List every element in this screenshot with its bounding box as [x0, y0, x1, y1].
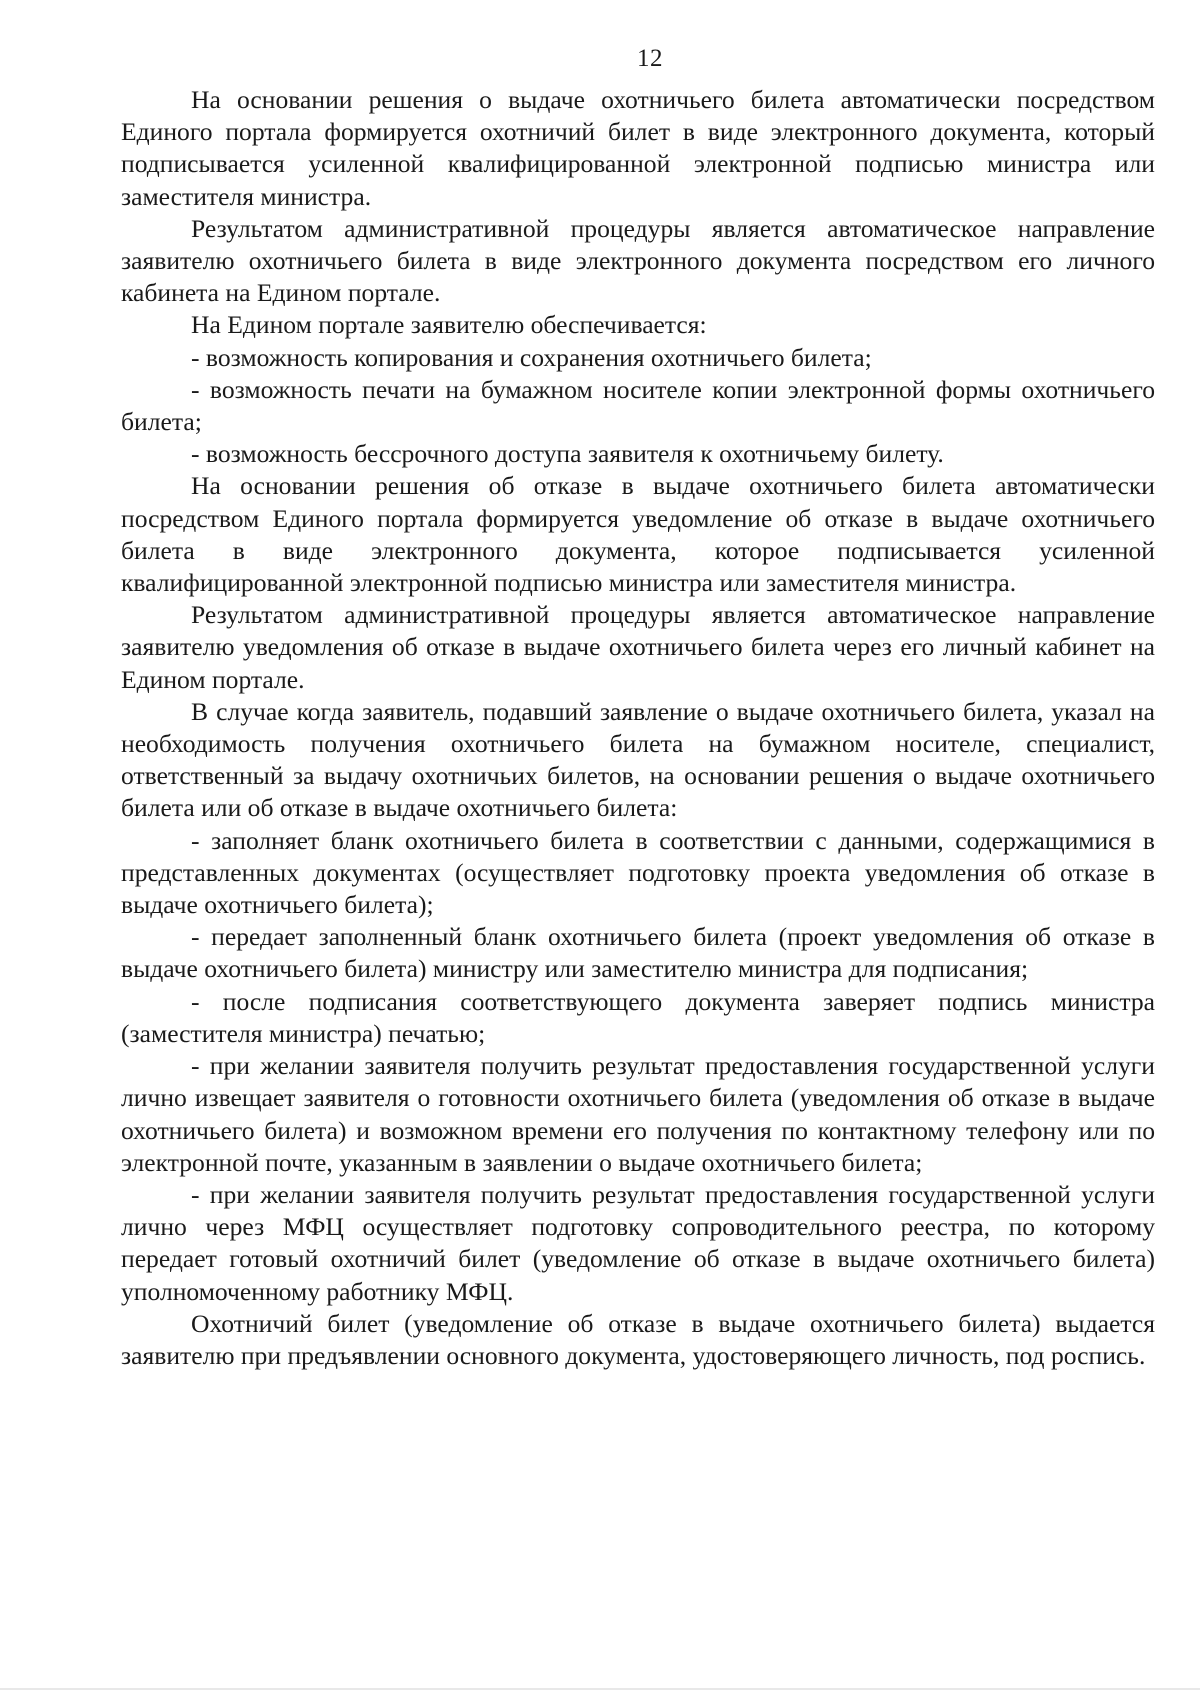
list-item-fill-form: - заполняет бланк охотничьего билета в соответствии с данными, содержащимися в представленных документах (осуществляет подготовку проекта уведомления об отказе в выдаче охотничьего билета); — [121, 825, 1155, 920]
document-body — [121, 84, 1155, 1372]
list-item-printing: - возможность печати на бумажном носителе копии электронной формы охотничьего билета; — [121, 374, 1155, 437]
page-edge — [0, 1688, 1200, 1690]
paragraph-1: На основании решения о выдаче охотничьего билета автоматически посредством Единого портала формируется охотничий билет в виде электронного документа, который подписывается усиленной квалифицированной электронной подписью министра или заместителя министра. — [121, 85, 1155, 211]
paragraph-result: Результатом административной процедуры является автоматическое направление заявителю уведомления об отказе в выдаче охотничьего билета через его личный кабинет на Едином портале. — [121, 600, 1155, 694]
list-item-notify: - при желании заявителя получить результат предоставления государственной услуги лично извещает заявителя о готовности охотничьего билета (уведомления об отказе в выдаче охотничьего билета) и возможном времени его получения по контактному телефону или по электронной почте, указанным в заявлении о выдаче охотничьего билета; — [121, 1051, 1155, 1177]
paragraph-issue: Охотничий билет (уведомление об отказе в выдаче охотничьего билета) выдается заявителю при предъявлении основного документа, удостоверяющего личность, под роспись. — [121, 1308, 1155, 1370]
paragraph-paper-case: В случае когда заявитель, подавший заявление о выдаче охотничьего билета, указал на необходимость получения охотничьего билета на бумажном носителе, специалист, ответственный за выдачу охотничьих билетов, на основании решения о выдаче охотничьего билета или об отказе в выдаче охотничьего билета: — [121, 696, 1155, 823]
list-item-copying: - возможность копирования и сохранения охотничьего билета; — [191, 342, 872, 372]
paragraph-refusal: На основании решения об отказе в выдаче охотничьего билета автоматически посредством Единого портала формируется уведомление об отказе в выдаче охотничьего билета в виде электронного документа, которое подписывается усиленной квалифицированной электронной подписью министра или заместителя министра. — [121, 471, 1155, 598]
paragraph-3: На Едином портале заявителю обеспечивается: — [191, 310, 707, 340]
list-item-access: - возможность бессрочного доступа заявителя к охотничьему билету. — [191, 439, 944, 469]
list-item-seal: - после подписания соответствующего документа заверяет подпись министра (заместителя министра) печатью; — [121, 986, 1155, 1048]
list-item-transfer: - передает заполненный бланк охотничьего билета (проект уведомления об отказе в выдаче охотничьего билета) министру или заместителю министра для подписания; — [121, 922, 1155, 984]
list-item-mfc: - при желании заявителя получить результат предоставления государственной услуги лично через МФЦ осуществляет подготовку сопроводительного реестра, по которому передает готовый охотничий билет (уведомление об отказе в выдаче охотничьего билета) уполномоченному работнику МФЦ. — [121, 1179, 1155, 1306]
paragraph-2: Результатом административной процедуры является автоматическое направление заявителю охотничьего билета в виде электронного документа посредством его личного кабинета на Едином портале. — [121, 213, 1155, 308]
page-number: 12 — [637, 45, 663, 72]
